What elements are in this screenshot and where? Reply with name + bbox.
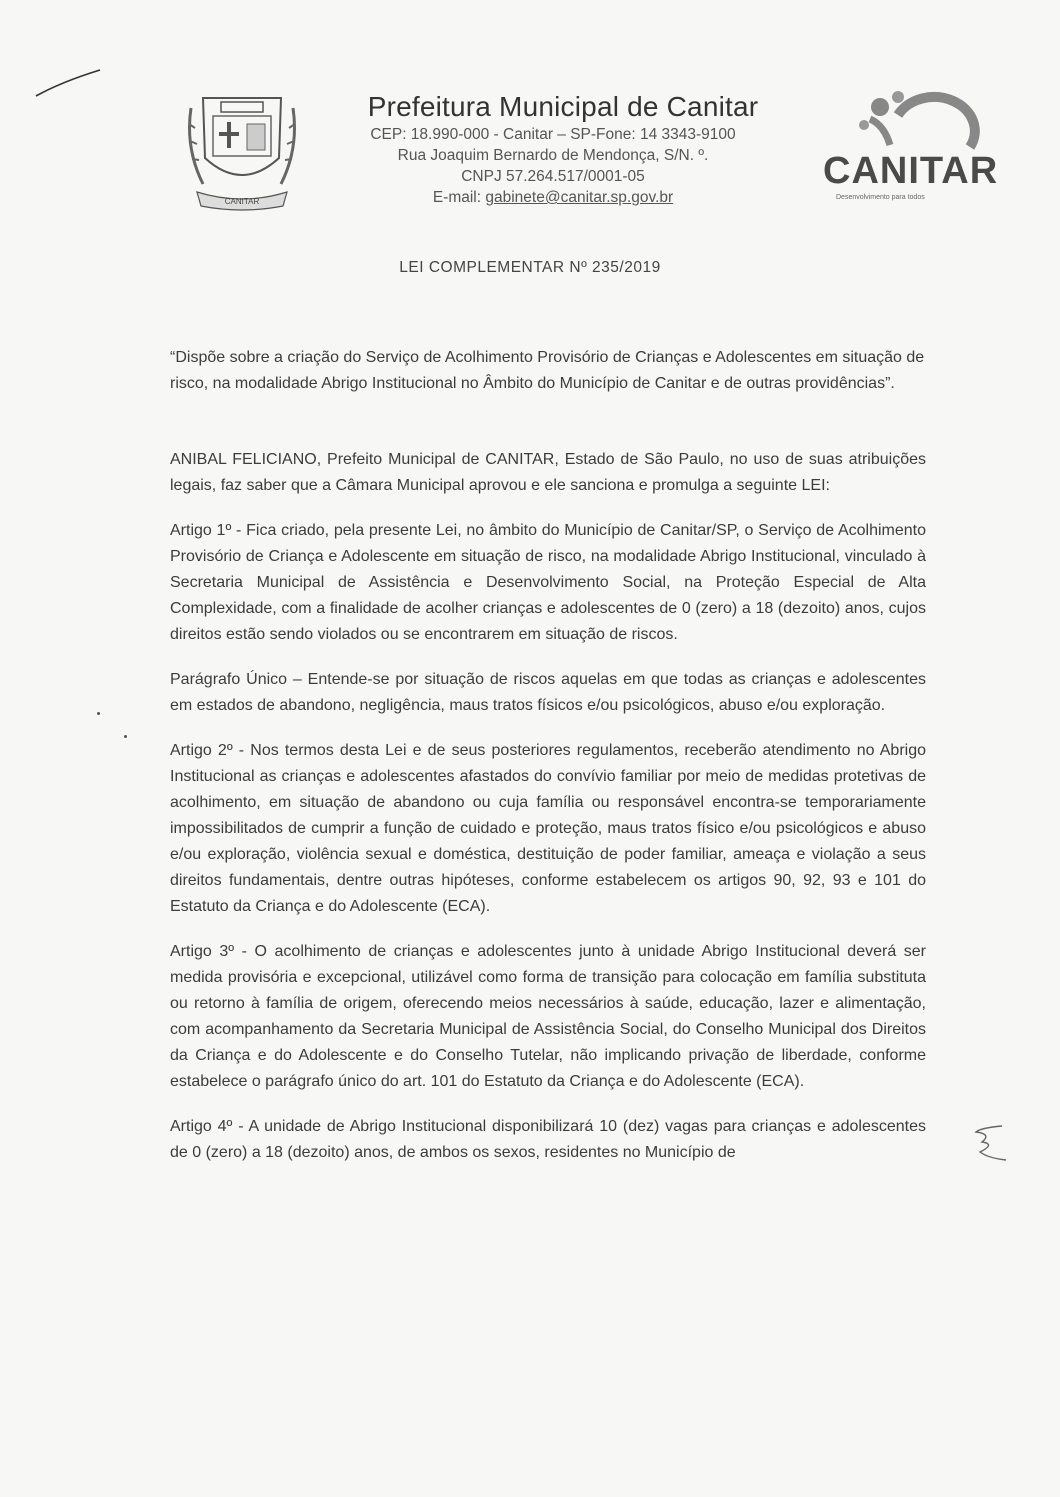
logo-tagline: Desenvolvimento para todos	[836, 194, 925, 201]
header-title: Prefeitura Municipal de Canitar	[367, 91, 759, 122]
margin-initial-mark-icon	[972, 1120, 1012, 1170]
article-3-paragraph: Artigo 3º - O acolhimento de crianças e adolescentes junto à unidade Abrigo Institucional deverá ser medida provisória e excepcional, utilizável como forma de transição para colocação em família substituta ou retorno à família de origem, oferecendo meios necessários à saúde, educação, lazer e alimentação, com acompanhamento da Secretaria Municipal de Assistência Social, do Conselho Municipal dos Direitos da Criança e do Adolescente e do Conselho Tutelar, não implicando privação de liberdade, conforme estabelece o parágrafo único do art. 101 do Estatuto da Criança e do Adolescente (ECA).	[170, 943, 926, 1090]
intro-paragraph: ANIBAL FELICIANO, Prefeito Municipal de CANITAR, Estado de São Paulo, no uso de suas atribuições legais, faz saber que a Câmara Municipal aprovou e ele sanciona e promulga a seguinte LEI:	[170, 451, 926, 494]
article-4-paragraph: Artigo 4º - A unidade de Abrigo Institucional disponibilizará 10 (dez) vagas para crianças e adolescentes de 0 (zero) a 18 (dezoito) anos, de ambos os sexos, residentes no Município de	[170, 1118, 926, 1161]
header-street: Rua Joaquim Bernardo de Mendonça, S/N. º.	[397, 147, 709, 164]
scan-speck	[97, 712, 100, 715]
crest-label: CANITAR	[224, 197, 260, 206]
article-1-paragraph: Artigo 1º - Fica criado, pela presente Lei, no âmbito do Município de Canitar/SP, o Serviço de Acolhimento Provisório de Criança e Adolescente em situação de risco, na modalidade Abrigo Institucional, vinculado à Secretaria Municipal de Assistência e Desenvolvimento Social, na Proteção Especial de Alta Complexidade, com a finalidade de acolher crianças e adolescentes de 0 (zero) a 18 (dezoito) anos, cujos direitos estão sendo violados ou se encontrarem em situação de riscos.	[170, 522, 926, 643]
header-cnpj: CNPJ 57.264.517/0001-05	[461, 168, 645, 185]
document-body	[170, 345, 926, 1166]
logo-wordmark: CANITAR	[823, 150, 999, 192]
pen-mark-icon	[34, 64, 104, 104]
paragrafo-unico-paragraph: Parágrafo Único – Entende-se por situação de riscos aquelas em que todas as crianças e adolescentes em estados de abandono, negligência, maus tratos físicos e/ou psicológicos, abuso e/ou exploração.	[170, 671, 926, 714]
letterhead	[318, 90, 788, 208]
scan-speck	[124, 735, 127, 738]
header-email-label: E-mail:	[432, 189, 486, 206]
law-title: LEI COMPLEMENTAR Nº 235/2019	[399, 259, 661, 276]
header-address: CEP: 18.990-000 - Canitar – SP-Fone: 14 3343-9100	[370, 126, 736, 143]
header-email-link[interactable]: gabinete@canitar.sp.gov.br	[485, 189, 674, 206]
header-email	[318, 187, 788, 208]
ementa-paragraph: “Dispõe sobre a criação do Serviço de Acolhimento Provisório de Crianças e Adolescentes em situação de risco, na modalidade Abrigo Institucional no Âmbito do Município de Canitar e de outras providências”.	[170, 349, 925, 392]
municipal-crest-icon	[183, 88, 301, 214]
article-2-paragraph: Artigo 2º - Nos termos desta Lei e de seus posteriores regulamentos, receberão atendimento no Abrigo Institucional as crianças e adolescentes afastados do convívio familiar por meio de medidas protetivas de acolhimento, em situação de abandono ou cuja família ou responsável encontra-se temporariamente impossibilitados de cumprir a função de cuidado e proteção, maus tratos físico e/ou psicológicos e abuso e/ou exploração, violência sexual e doméstica, destituição de poder familiar, ameaça e violação a seus direitos fundamentais, dentre outras hipóteses, conforme estabelecem os artigos 90, 92, 93 e 101 do Estatuto da Criança e do Adolescente (ECA).	[170, 742, 926, 915]
